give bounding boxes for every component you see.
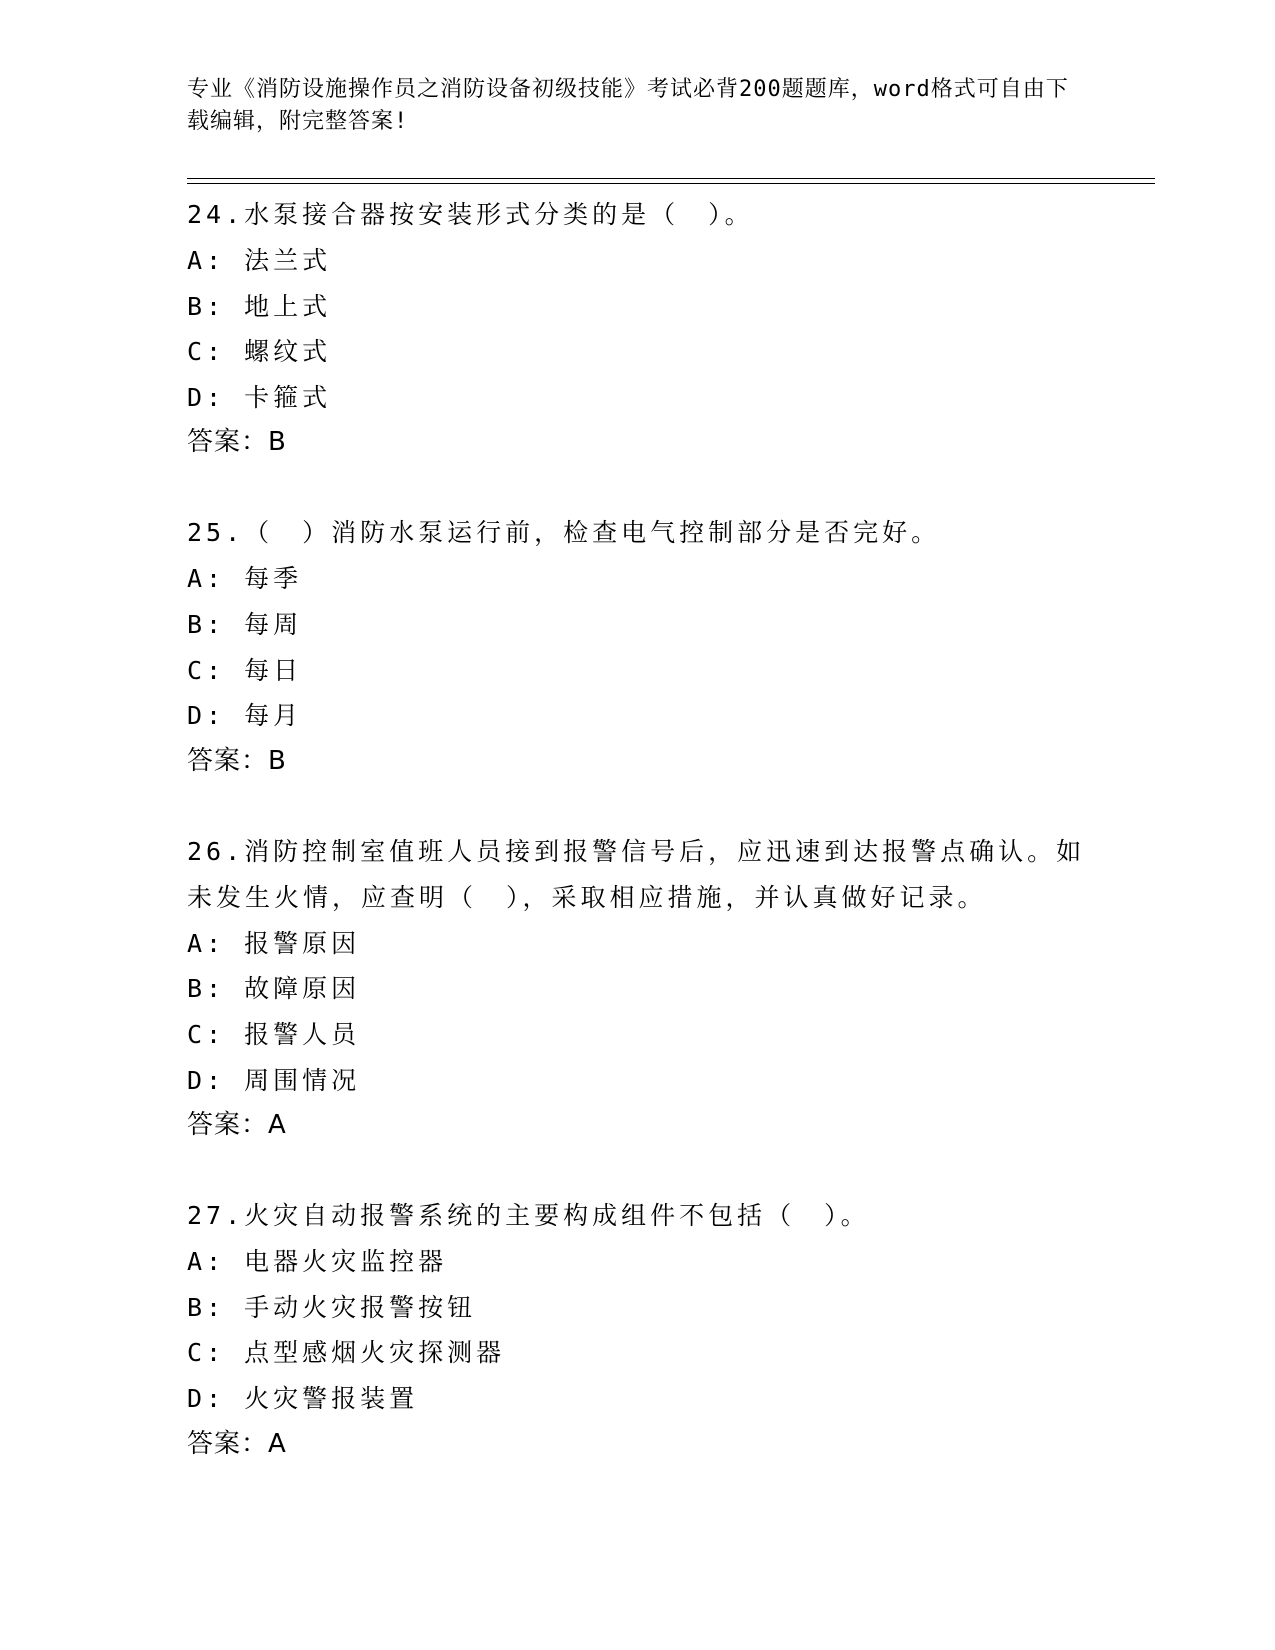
question-25 (187, 510, 1087, 783)
option-a: A: 每季 (187, 564, 303, 594)
answer: 答案：B (187, 427, 287, 458)
question-stem: 26.消防控制室值班人员接到报警信号后，应迅速到达报警点确认。如未发生火情，应查明（ ），采取相应措施，并认真做好记录。 (187, 836, 1086, 912)
option-b: B: 每周 (187, 609, 303, 639)
answer: 答案：B (187, 745, 287, 776)
question-27 (187, 1193, 1087, 1466)
option-b: B: 地上式 (187, 291, 332, 321)
answer: 答案：A (187, 1110, 287, 1141)
document-header: 专业《消防设施操作员之消防设备初级技能》考试必背200题题库，word格式可自由下载编辑，附完整答案! (187, 77, 1069, 134)
option-b: B: 手动火灾报警按钮 (187, 1292, 477, 1322)
option-c: C: 点型感烟火灾探测器 (187, 1338, 506, 1368)
option-d: D: 每月 (187, 701, 303, 731)
header-divider-top (187, 178, 1155, 179)
option-b: B: 故障原因 (187, 974, 361, 1004)
option-d: D: 火灾警报装置 (187, 1383, 419, 1413)
option-d: D: 周围情况 (187, 1065, 361, 1095)
question-26 (187, 829, 1087, 1148)
option-c: C: 螺纹式 (187, 337, 332, 367)
question-stem: 25.（ ）消防水泵运行前，检查电气控制部分是否完好。 (187, 518, 941, 548)
question-stem: 24.水泵接合器按安装形式分类的是（ ）。 (187, 200, 754, 229)
option-a: A: 法兰式 (187, 246, 332, 275)
answer: 答案：A (187, 1428, 287, 1459)
option-a: A: 电器火灾监控器 (187, 1247, 448, 1277)
question-list (187, 192, 1087, 1512)
header-divider-bottom (187, 183, 1155, 184)
option-a: A: 报警原因 (187, 928, 361, 958)
option-d: D: 卡箍式 (187, 382, 332, 412)
question-24 (187, 192, 1087, 465)
question-stem: 27.火灾自动报警系统的主要构成组件不包括（ ）。 (187, 1201, 870, 1231)
option-c: C: 每日 (187, 655, 303, 685)
option-c: C: 报警人员 (187, 1019, 361, 1049)
